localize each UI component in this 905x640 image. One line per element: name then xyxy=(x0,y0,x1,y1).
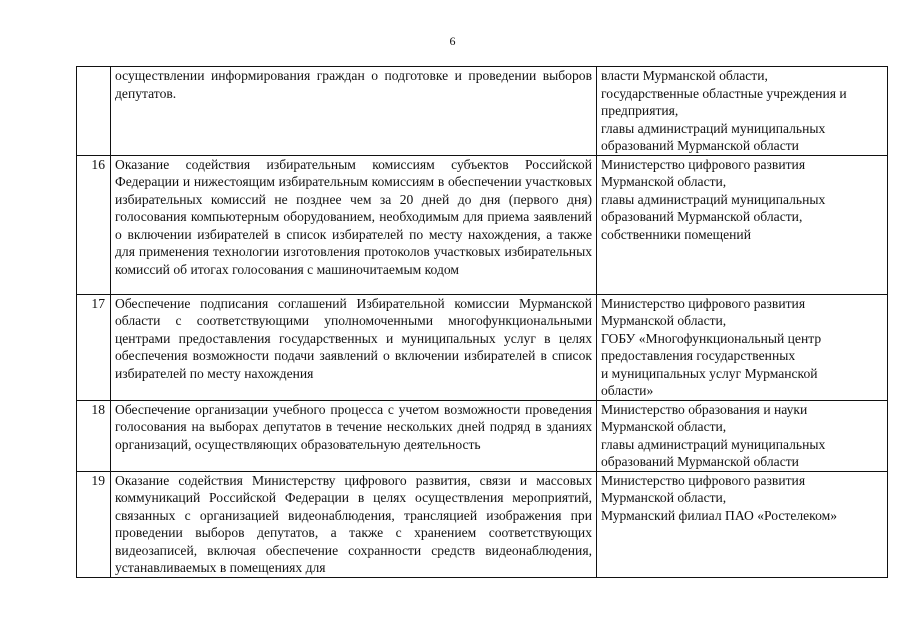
responsible-line: собственники помещений xyxy=(601,226,751,242)
table-row xyxy=(77,400,888,471)
responsible-line: ГОБУ «Многофункциональный центр xyxy=(601,330,822,346)
responsible-line: Министерство цифрового развития xyxy=(601,472,806,488)
responsible-line: предприятия, xyxy=(601,103,679,118)
table-row xyxy=(77,67,888,156)
responsible-line: Мурманской области, xyxy=(601,490,727,505)
measures-table xyxy=(76,66,888,578)
measure-text: Оказание содействия избирательным комиссиям субъектов Российской Федерации и нижестоящим избирательным комиссиям в обеспечении участковых избирательных комиссий не позднее чем за 20 дней до дня (первого дня) голосования компьютерным оборудованием, необходимым для приема заявлений о включении избирателей в список избирателей по месту нахождения, а также для применения технологии изготовления протоколов участковых избирательных комиссий об итогах голосования с машиночитаемым кодом xyxy=(111,155,597,294)
responsible-line: образований Мурманской области, xyxy=(601,209,803,224)
responsible-cell xyxy=(597,67,888,156)
table-row xyxy=(77,294,888,400)
responsible-line: Министерство цифрового развития xyxy=(601,295,806,311)
responsible-line: Министерство образования и науки xyxy=(601,401,808,417)
row-number: 17 xyxy=(77,294,111,400)
responsible-line: Мурманской области, xyxy=(601,313,727,328)
row-number: 18 xyxy=(77,400,111,471)
responsible-line: главы администраций муниципальных xyxy=(601,191,826,207)
responsible-line: Министерство цифрового развития xyxy=(601,156,806,172)
responsible-line: Мурманской области, xyxy=(601,174,727,189)
responsible-cell xyxy=(597,294,888,400)
row-number: 19 xyxy=(77,471,111,577)
responsible-line: и муниципальных услуг Мурманской xyxy=(601,365,818,381)
row-number: 16 xyxy=(77,155,111,294)
responsible-line: образований Мурманской области xyxy=(601,138,799,153)
responsible-line: Мурманский филиал ПАО «Ростелеком» xyxy=(601,507,838,523)
measure-text: Оказание содействия Министерству цифрового развития, связи и массовых коммуникаций Российской Федерации в целях осуществления мероприятий, связанных с организацией видеонаблюдения, трансляцией изображения при проведении выборов депутатов, а также с хранением соответствующих видеозаписей, включая обеспечение сохранности средств видеонаблюдения, устанавливаемых в помещениях для xyxy=(111,471,597,577)
responsible-line: Мурманской области, xyxy=(601,419,727,434)
measure-text: осуществлении информирования граждан о подготовке и проведении выборов депутатов. xyxy=(111,67,597,156)
table-row xyxy=(77,155,888,294)
responsible-cell xyxy=(597,155,888,294)
responsible-line: государственные областные учреждения и xyxy=(601,85,847,101)
responsible-cell xyxy=(597,471,888,577)
responsible-cell xyxy=(597,400,888,471)
responsible-line: главы администраций муниципальных xyxy=(601,436,826,452)
responsible-line: власти Мурманской области, xyxy=(601,68,768,83)
responsible-line: главы администраций муниципальных xyxy=(601,120,826,136)
responsible-line: области» xyxy=(601,383,654,398)
responsible-line: предоставления государственных xyxy=(601,348,796,363)
table-row xyxy=(77,471,888,577)
measure-text: Обеспечение подписания соглашений Избирательной комиссии Мурманской области с соответствующими уполномоченными многофункциональными центрами предоставления государственных и муниципальных услуг в целях обеспечения возможности подачи заявлений о включении избирателей в список избирателей по месту нахождения xyxy=(111,294,597,400)
measure-text: Обеспечение организации учебного процесса с учетом возможности проведения голосования на выборах депутатов в течение нескольких дней подряд в зданиях организаций, осуществляющих образовательную деятельность xyxy=(111,400,597,471)
row-number xyxy=(77,67,111,156)
page-number: 6 xyxy=(449,34,456,48)
responsible-line: образований Мурманской области xyxy=(601,454,799,469)
